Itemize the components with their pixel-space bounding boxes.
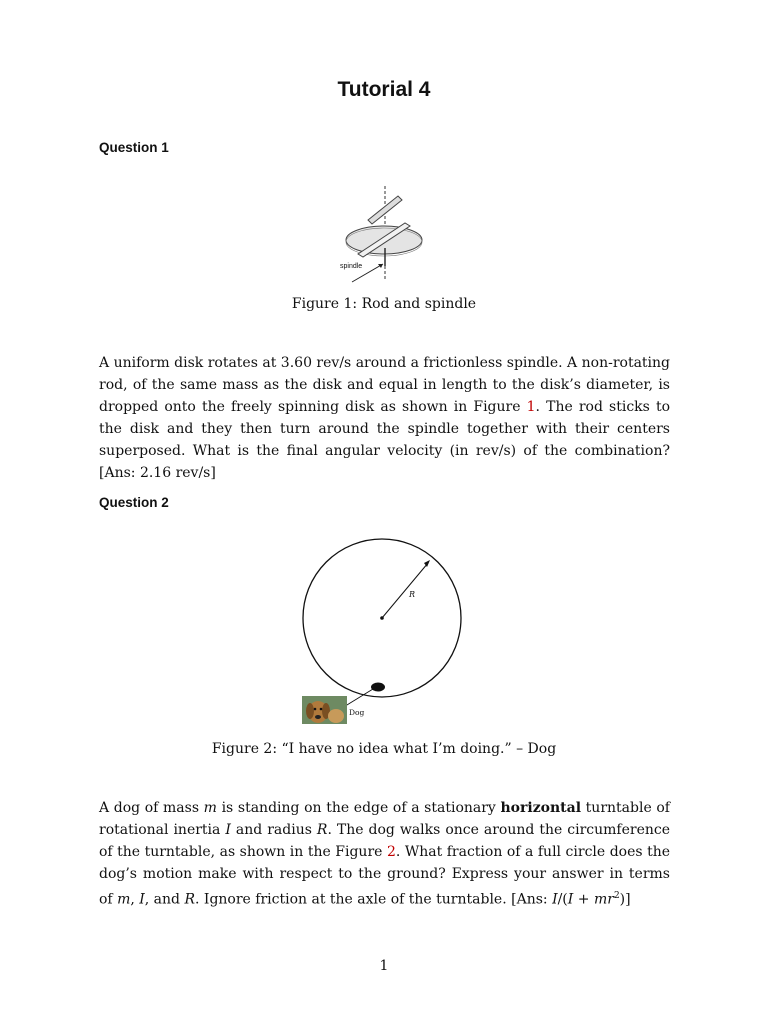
dog-marker xyxy=(371,683,385,692)
figure-1-reference[interactable]: 1 xyxy=(526,399,536,415)
figure-2-caption: Figure 2: “I have no idea what I’m doing.” – Dog xyxy=(211,741,557,757)
page-title: Tutorial 4 xyxy=(337,78,431,101)
figure-1-caption: Figure 1: Rod and spindle xyxy=(291,296,477,312)
page-number: 1 xyxy=(379,958,389,974)
turntable-figure xyxy=(296,538,470,726)
dog-label: Dog xyxy=(349,708,365,717)
figure-2-reference[interactable]: 2 xyxy=(386,844,396,860)
question-2-heading: Question 2 xyxy=(99,495,169,510)
radius-label: R xyxy=(409,590,416,599)
rod-spindle-figure xyxy=(328,184,440,284)
falling-rod xyxy=(368,196,402,224)
question-1-text: A uniform disk rotates at 3.60 rev/s around a frictionless spindle. A non-rotating rod, of the same mass as the disk and equal in length to the disk’s diameter, is dropped onto the freely spinning disk as shown in Figure 1. The rod sticks to the disk and they then turn around the spindle together with their centers superposed. What is the final angular velocity (in rev/s) of the combination? [Ans: 2.16 rev/s] xyxy=(99,355,671,481)
question-1-heading: Question 1 xyxy=(99,140,169,155)
spindle-label: spindle xyxy=(340,263,363,270)
question-2-text: A dog of mass m is standing on the edge of a stationary horizontal turntable of rotational inertia I and radius R. The dog walks once around the circumference of the turntable, as shown in the Figure 2. What fraction of a full circle does the dog’s motion make with respect to the ground? Express your answer in terms of m, I, and R. Ignore friction at the axle of the turntable. [Ans: $I/(I + mr^2)$] xyxy=(99,800,670,908)
dog-photo xyxy=(302,696,347,724)
radius-line xyxy=(382,563,428,618)
